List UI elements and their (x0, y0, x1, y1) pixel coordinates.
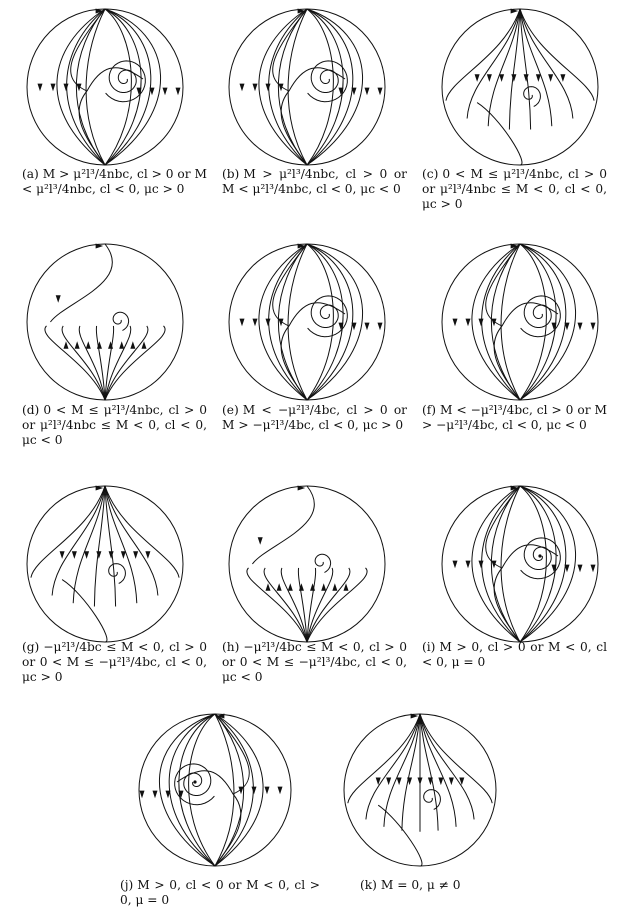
flow-arrowhead (465, 561, 470, 569)
trajectory (307, 9, 363, 165)
spiral-trajectory (113, 312, 129, 330)
flow-arrowhead (121, 551, 126, 559)
flow-arrowhead (119, 341, 124, 349)
trajectory (520, 244, 576, 400)
trajectory (105, 9, 161, 165)
trajectory (73, 486, 105, 603)
phase-portrait-h (229, 485, 385, 642)
caption-tag: (f) (422, 403, 437, 417)
flow-arrowhead (321, 583, 326, 591)
flow-arrowhead (487, 74, 492, 82)
trajectory (264, 568, 307, 642)
caption-text: M < −μ²l³/4bc, cl > 0 or M > −μ²l³/4bc, cl < 0, μc > 0 (222, 403, 407, 432)
trajectory (105, 326, 148, 400)
trajectory (420, 714, 438, 831)
trajectory (247, 568, 307, 642)
trajectory (62, 326, 105, 400)
flow-arrowhead (465, 319, 470, 327)
equilibrium-center (193, 780, 196, 783)
equilibrium-center (538, 554, 541, 557)
flow-arrowhead (478, 319, 483, 327)
flow-arrowhead (175, 88, 180, 96)
caption-text: M < −μ²l³/4bc, cl > 0 or M > −μ²l³/4bc, cl < 0, μc < 0 (422, 403, 607, 432)
caption-a (22, 167, 207, 197)
caption-tag: (g) (22, 640, 40, 654)
separatrix (87, 68, 143, 91)
flow-arrowhead (364, 88, 369, 96)
caption-text: 0 < M ≤ μ²l³/4nbc, cl > 0 or μ²l³/4nbc ≤ M < 0, cl < 0, μc > 0 (422, 167, 607, 211)
flow-arrowhead (152, 791, 157, 799)
phase-portrait-j (139, 713, 291, 866)
flow-arrowhead (417, 778, 422, 786)
caption-h (222, 640, 407, 685)
caption-tag: (c) (422, 167, 439, 181)
flow-arrowhead (139, 791, 144, 799)
separatrix (486, 486, 520, 568)
caption-text: 0 < M ≤ μ²l³/4nbc, cl > 0 or μ²l³/4nbc ≤ M < 0, cl < 0, μc < 0 (22, 403, 207, 447)
caption-i (422, 640, 607, 670)
flow-arrowhead (332, 583, 337, 591)
flow-arrowhead (86, 341, 91, 349)
poincare-disk-boundary (27, 486, 183, 642)
separatrix (215, 714, 249, 794)
flow-arrowhead (141, 341, 146, 349)
flow-arrowhead (84, 551, 89, 559)
flow-arrowhead (239, 84, 244, 92)
caption-j (120, 878, 320, 908)
caption-text: −μ²l³/4bc ≤ M < 0, cl > 0 or 0 < M ≤ −μ²l³/4bc, cl < 0, μc < 0 (222, 640, 407, 684)
trajectory (215, 714, 263, 866)
flow-arrowhead (239, 319, 244, 327)
flow-arrowhead (397, 778, 402, 786)
flow-arrowhead (63, 341, 68, 349)
flow-arrowhead (258, 537, 263, 545)
separatrix (502, 303, 558, 326)
caption-tag: (e) (222, 403, 239, 417)
caption-text: M > μ²l³/4nbc, cl > 0 or M < μ²l³/4nbc, cl < 0, μc > 0 (22, 167, 207, 196)
flow-arrowhead (264, 787, 269, 795)
phase-portrait-i (442, 485, 598, 642)
flow-arrowhead (377, 323, 382, 331)
flow-arrowhead (56, 295, 61, 303)
flow-arrowhead (63, 84, 68, 92)
spiral-trajectory (308, 296, 348, 337)
flow-arrowhead (590, 565, 595, 573)
flow-arrowhead (449, 778, 454, 786)
phase-portrait-a (27, 8, 183, 165)
trajectory (31, 486, 105, 578)
caption-tag: (k) (360, 878, 377, 892)
trajectory (307, 244, 363, 400)
trajectory (488, 9, 520, 126)
caption-text: M > μ²l³/4nbc, cl > 0 or M < μ²l³/4nbc, cl < 0, μc < 0 (222, 167, 407, 196)
caption-c (422, 167, 607, 212)
flow-arrowhead (452, 561, 457, 569)
caption-tag: (j) (120, 878, 134, 892)
separatrix (289, 303, 345, 326)
flow-arrowhead (252, 319, 257, 327)
trajectory (472, 244, 520, 400)
trajectory (252, 486, 314, 564)
spiral-trajectory (521, 538, 561, 579)
flow-arrowhead (96, 551, 101, 559)
spiral-trajectory (106, 61, 146, 102)
flow-arrowhead (343, 583, 348, 591)
flow-arrowhead (133, 551, 138, 559)
flow-arrowhead (560, 74, 565, 82)
flow-arrowhead (590, 323, 595, 331)
caption-text: −μ²l³/4bc ≤ M < 0, cl > 0 or 0 < M ≤ −μ²l³/4bc, cl < 0, μc > 0 (22, 640, 207, 684)
spiral-trajectory (175, 764, 215, 805)
trajectory (472, 486, 520, 642)
caption-d (22, 403, 207, 448)
flow-arrowhead (37, 84, 42, 92)
trajectory (348, 714, 420, 803)
separatrix (273, 9, 307, 91)
flow-arrowhead (72, 551, 77, 559)
caption-g (22, 640, 207, 685)
phase-portrait-f (442, 243, 598, 400)
flow-arrowhead (145, 551, 150, 559)
phase-portrait-b (229, 8, 385, 165)
flow-arrowhead (511, 74, 516, 82)
flow-arrowhead (265, 84, 270, 92)
phase-portrait-d (27, 243, 183, 400)
spiral-trajectory (524, 87, 541, 107)
flow-arrowhead (452, 319, 457, 327)
trajectory (307, 568, 350, 642)
phase-portrait-g (27, 485, 183, 642)
flow-arrowhead (438, 778, 443, 786)
flow-arrowhead (377, 88, 382, 96)
spiral-trajectory (521, 296, 561, 337)
flow-arrowhead (265, 319, 270, 327)
caption-text: M > 0, cl > 0 or M < 0, cl < 0, μ = 0 (422, 640, 607, 669)
flow-arrowhead (60, 551, 65, 559)
phase-portrait-k (344, 713, 496, 866)
flow-arrowhead (252, 84, 257, 92)
caption-k (360, 878, 520, 893)
phase-portrait-c (442, 8, 598, 165)
flow-arrowhead (50, 84, 55, 92)
spiral-trajectory (308, 61, 348, 102)
flow-arrowhead (251, 787, 256, 795)
caption-tag: (a) (22, 167, 39, 181)
separatrix (71, 9, 105, 91)
flow-arrowhead (577, 565, 582, 573)
caption-text: M = 0, μ ≠ 0 (380, 878, 461, 892)
flow-arrowhead (499, 74, 504, 82)
poincare-disk-boundary (442, 9, 598, 165)
separatrix (273, 244, 307, 326)
spiral-trajectory (424, 790, 441, 810)
trajectory (520, 486, 576, 642)
separatrix (486, 244, 520, 326)
flow-arrowhead (75, 341, 80, 349)
flow-arrowhead (548, 74, 553, 82)
caption-tag: (b) (222, 167, 240, 181)
flow-arrowhead (386, 778, 391, 786)
trajectory (402, 714, 420, 831)
trajectory (50, 244, 112, 322)
caption-b (222, 167, 407, 197)
caption-tag: (h) (222, 640, 240, 654)
flow-arrowhead (265, 583, 270, 591)
flow-arrowhead (288, 583, 293, 591)
caption-tag: (i) (422, 640, 436, 654)
trajectory (520, 9, 552, 126)
flow-arrowhead (524, 74, 529, 82)
separatrix (502, 545, 558, 568)
flow-arrowhead (364, 323, 369, 331)
spiral-trajectory (315, 554, 331, 572)
caption-f (422, 403, 607, 433)
trajectory (259, 9, 307, 165)
separatrix (289, 68, 345, 91)
trajectory (57, 9, 105, 165)
flow-arrowhead (277, 583, 282, 591)
trajectory (159, 714, 215, 866)
phase-portrait-e (229, 243, 385, 400)
trajectory (446, 9, 520, 101)
caption-e (222, 403, 407, 433)
flow-arrowhead (109, 551, 114, 559)
trajectory (105, 326, 165, 400)
caption-text: M > 0, cl < 0 or M < 0, cl > 0, μ = 0 (120, 878, 320, 907)
trajectory (45, 326, 105, 400)
flow-arrowhead (577, 323, 582, 331)
spiral-trajectory (109, 564, 126, 584)
flow-arrowhead (277, 787, 282, 795)
separatrix (177, 771, 233, 794)
flow-arrowhead (162, 88, 167, 96)
flow-arrowhead (478, 561, 483, 569)
trajectory (105, 486, 137, 603)
flow-arrowhead (536, 74, 541, 82)
flow-arrowhead (475, 74, 480, 82)
flow-arrowhead (130, 341, 135, 349)
trajectory (259, 244, 307, 400)
caption-tag: (d) (22, 403, 40, 417)
trajectory (307, 568, 367, 642)
